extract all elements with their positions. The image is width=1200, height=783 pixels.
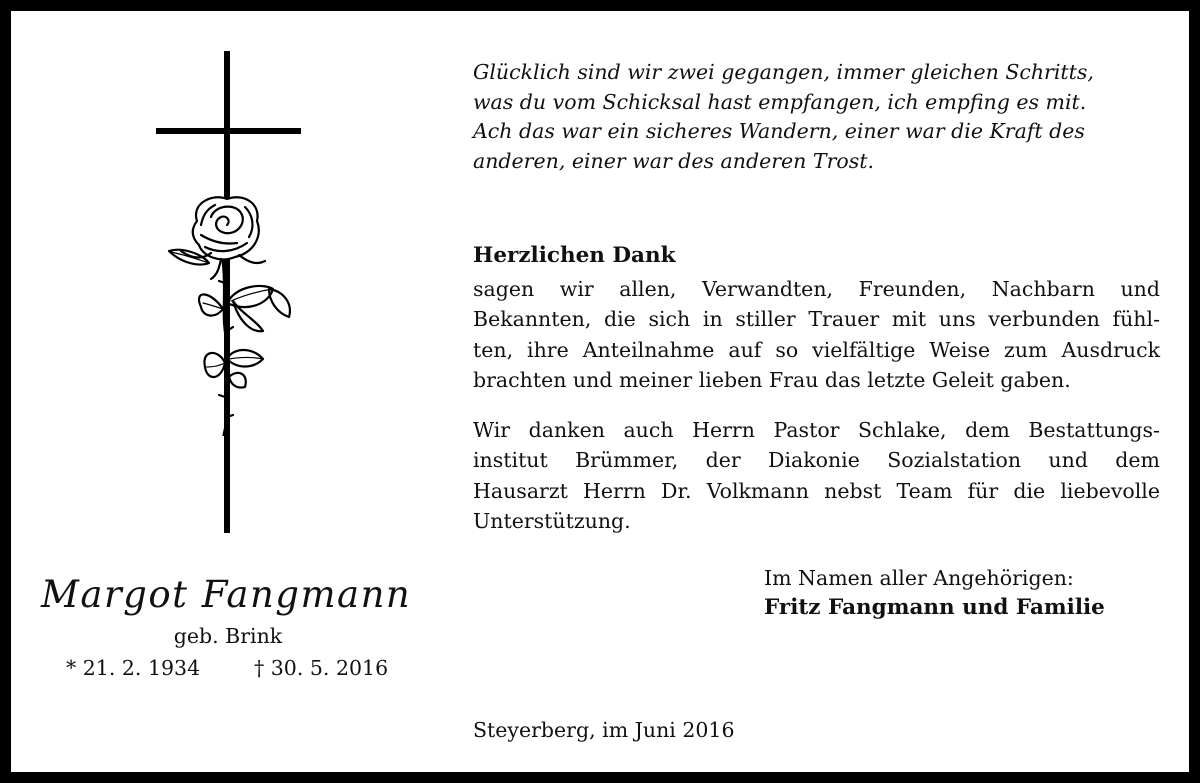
maiden-name: geb. Brink (173, 624, 283, 648)
family-signature: Fritz Fangmann und Familie (764, 595, 1105, 620)
birth-date: * 21. 2. 1934 (66, 656, 201, 680)
poem-line: Glücklich sind wir zwei gegangen, immer gleichen Schritts, (473, 60, 1094, 84)
text-line: Unterstützung. (473, 508, 631, 533)
thanks-heading: Herzlichen Dank (473, 243, 676, 268)
thanks-paragraph (473, 274, 1160, 395)
poem-line: was du vom Schicksal hast empfangen, ich empfing es mit. (473, 89, 1087, 114)
cross-icon-beam (156, 128, 301, 134)
poem-line: anderen, einer war des anderen Trost. (473, 148, 874, 173)
on-behalf-line: Im Namen aller Angehörigen: (764, 566, 1074, 590)
text-line: brachten und meiner lieben Frau das letzte Geleit gaben. (473, 367, 1071, 392)
poem-line: Ach das war ein sicheres Wandern, einer war die Kraft des (473, 119, 1085, 143)
poem (473, 58, 1163, 176)
acknowledgement-paragraph (473, 415, 1160, 536)
death-date: † 30. 5. 2016 (254, 656, 389, 680)
text-line: Bekannten, die sich in stiller Trauer mit uns verbunden fühl- (473, 307, 1160, 332)
text-line: sagen wir allen, Verwandten, Freunden, Nachbarn und (473, 277, 1160, 301)
place-date: Steyerberg, im Juni 2016 (473, 718, 735, 742)
deceased-name: Margot Fangmann (41, 573, 412, 616)
text-line: Wir danken auch Herrn Pastor Schlake, dem Bestattungs- (473, 418, 1160, 442)
text-line: institut Brümmer, der Diakonie Sozialstation und dem (473, 448, 1160, 473)
text-line: Hausarzt Herrn Dr. Volkmann nebst Team für die liebevolle (473, 478, 1160, 503)
text-line: ten, ihre Anteilnahme auf so vielfältige Weise zum Ausdruck (473, 337, 1160, 362)
rose-icon (161, 191, 301, 436)
